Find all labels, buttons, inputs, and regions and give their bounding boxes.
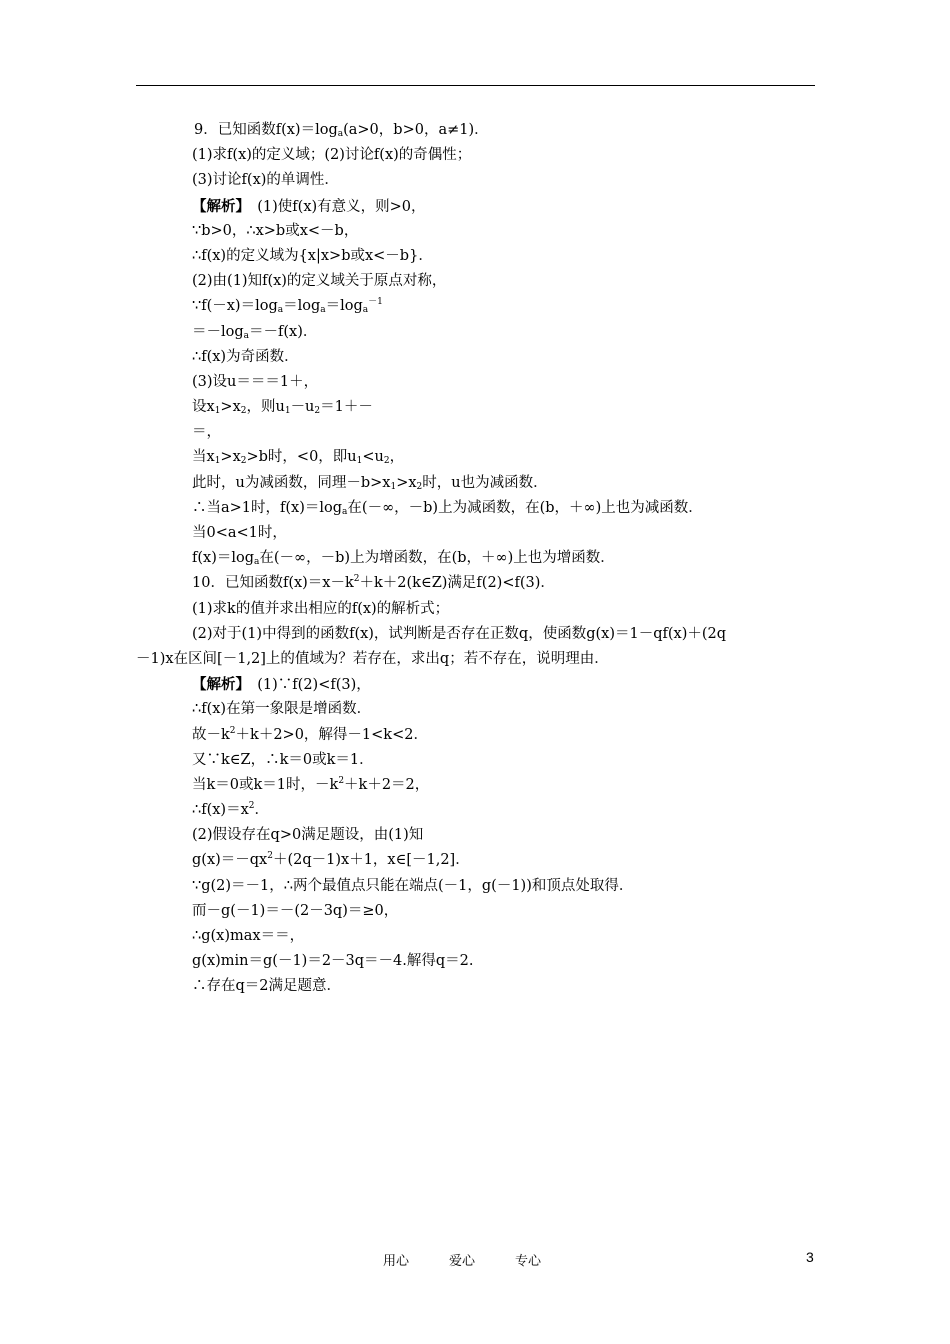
problem-9-solution-line: ∴f(x)为奇函数． <box>192 348 299 365</box>
problem-10-part-2: (2)对于(1)中得到的函数f(x)，试判断是否存在正数q，使函数g(x)＝1－qf(x)＋(2q <box>192 625 727 642</box>
problem-10-solution-line: 故$-k^2+k+2>0$，解得－1<k<2． <box>192 725 428 743</box>
document-body <box>136 118 816 1000</box>
problem-9-part-3: (3)讨论f(x)的单调性． <box>192 172 339 189</box>
problem-10-solution-line: 又∵k∈Z，∴k＝0或k＝1． <box>192 751 374 768</box>
problem-9-statement: 9．已知函数$f(x)=\log_a(a>0$，b>0，a≠1)． <box>194 122 489 139</box>
problem-9-solution-line: (2)由(1)知f(x)的定义域关于原点对称， <box>192 273 447 290</box>
problem-9-solution-line: ∴f(x)的定义域为{x|x>b或x<－b}． <box>192 247 433 264</box>
problem-10-solution-line: 当k＝0或k＝1时，$-k^2+k+2=2$， <box>192 775 430 793</box>
problem-9-solution-line: 此时，u为减函数，同理$-b>x_1>x_2$时，u也为减函数． <box>192 474 548 492</box>
problem-9-solution-line: ＝， <box>192 424 221 441</box>
page-number: 3 <box>806 1249 814 1265</box>
problem-10-part-1: (1)求k的值并求出相应的f(x)的解析式； <box>192 600 450 617</box>
problem-10-part-2-cont: －1)x在区间[－1,2]上的值域为？若存在，求出q；若不存在，说明理由． <box>136 650 609 667</box>
problem-9-solution-line: $=-\log_a=-f(x)$． <box>192 323 318 341</box>
problem-10-solution-line: (2)假设存在q>0满足题设，由(1)知 <box>192 827 424 844</box>
solution-tag: 【解析】 <box>192 197 243 215</box>
problem-9-solution-line: 设$x_1>x_2$，则$u_1-u_2=1+-$ <box>192 399 373 417</box>
problem-9-solution-line: 当0<a<1时， <box>192 525 287 541</box>
problem-10-statement: 10．已知函数$f(x)=x-k^2+k+2(k\in Z)$满足f(2)<f(3)． <box>192 574 555 592</box>
problem-10-solution-line: ∴f(x)在第一象限是增函数． <box>192 701 372 718</box>
problem-10-solution-line: $\therefore f(x)=x^2$． <box>192 801 269 819</box>
problem-10-solution-line: 而－g(－1)＝－(2－3q)＝≥0， <box>192 902 399 919</box>
problem-9-solution-line: (3)设u＝＝＝1＋， <box>192 373 319 390</box>
problem-9-solution-line: ∵b>0，∴x>b或x<－b， <box>192 222 359 239</box>
problem-9-solution-line: $f(x)=\log_a$在(－∞，－b)上为增函数，在(b，＋∞)上也为增函数． <box>192 550 615 568</box>
problem-10-solution-1: 【解析】 (1)∵f(2)<f(3)， <box>192 676 371 694</box>
header-rule <box>136 85 815 86</box>
problem-9-solution-1: 【解析】 (1)使f(x)有意义，则>0， <box>192 197 426 215</box>
footer-word: 专心 <box>515 1254 542 1269</box>
problem-9-solution-line: 当$x_1>x_2>b$时，<0，即$u_1<u_2$， <box>192 449 405 467</box>
problem-9-solution-line: ∴当a>1时，$f(x)=\log_a$在(－∞，－b)上为减函数，在(b，＋∞)上也为减函数． <box>192 499 703 517</box>
footer-word: 爱心 <box>449 1254 476 1269</box>
footer-motto <box>383 1250 581 1269</box>
solution-tag: 【解析】 <box>192 676 243 694</box>
problem-10-solution-line: ∴存在q＝2满足题意． <box>192 978 342 995</box>
problem-10-solution-line: ∵g(2)＝－1，∴两个最值点只能在端点(－1，g(－1))和顶点处取得． <box>192 877 634 894</box>
problem-10-solution-line: ∴g(x)max＝＝， <box>192 928 305 944</box>
problem-10-solution-line: $g(x)=-qx^2+(2q-1)x+1$，x∈[－1,2]． <box>192 851 470 869</box>
problem-9-part-1-2: (1)求f(x)的定义域；(2)讨论f(x)的奇偶性； <box>192 147 472 164</box>
problem-9-solution-line: $\because f(-x)=\log_a=\log_a=\log_a^{-1}$ <box>192 297 383 316</box>
problem-10-solution-line: g(x)min＝g(－1)＝2－3q＝－4.解得q＝2. <box>192 953 474 970</box>
footer-word: 用心 <box>383 1254 410 1269</box>
